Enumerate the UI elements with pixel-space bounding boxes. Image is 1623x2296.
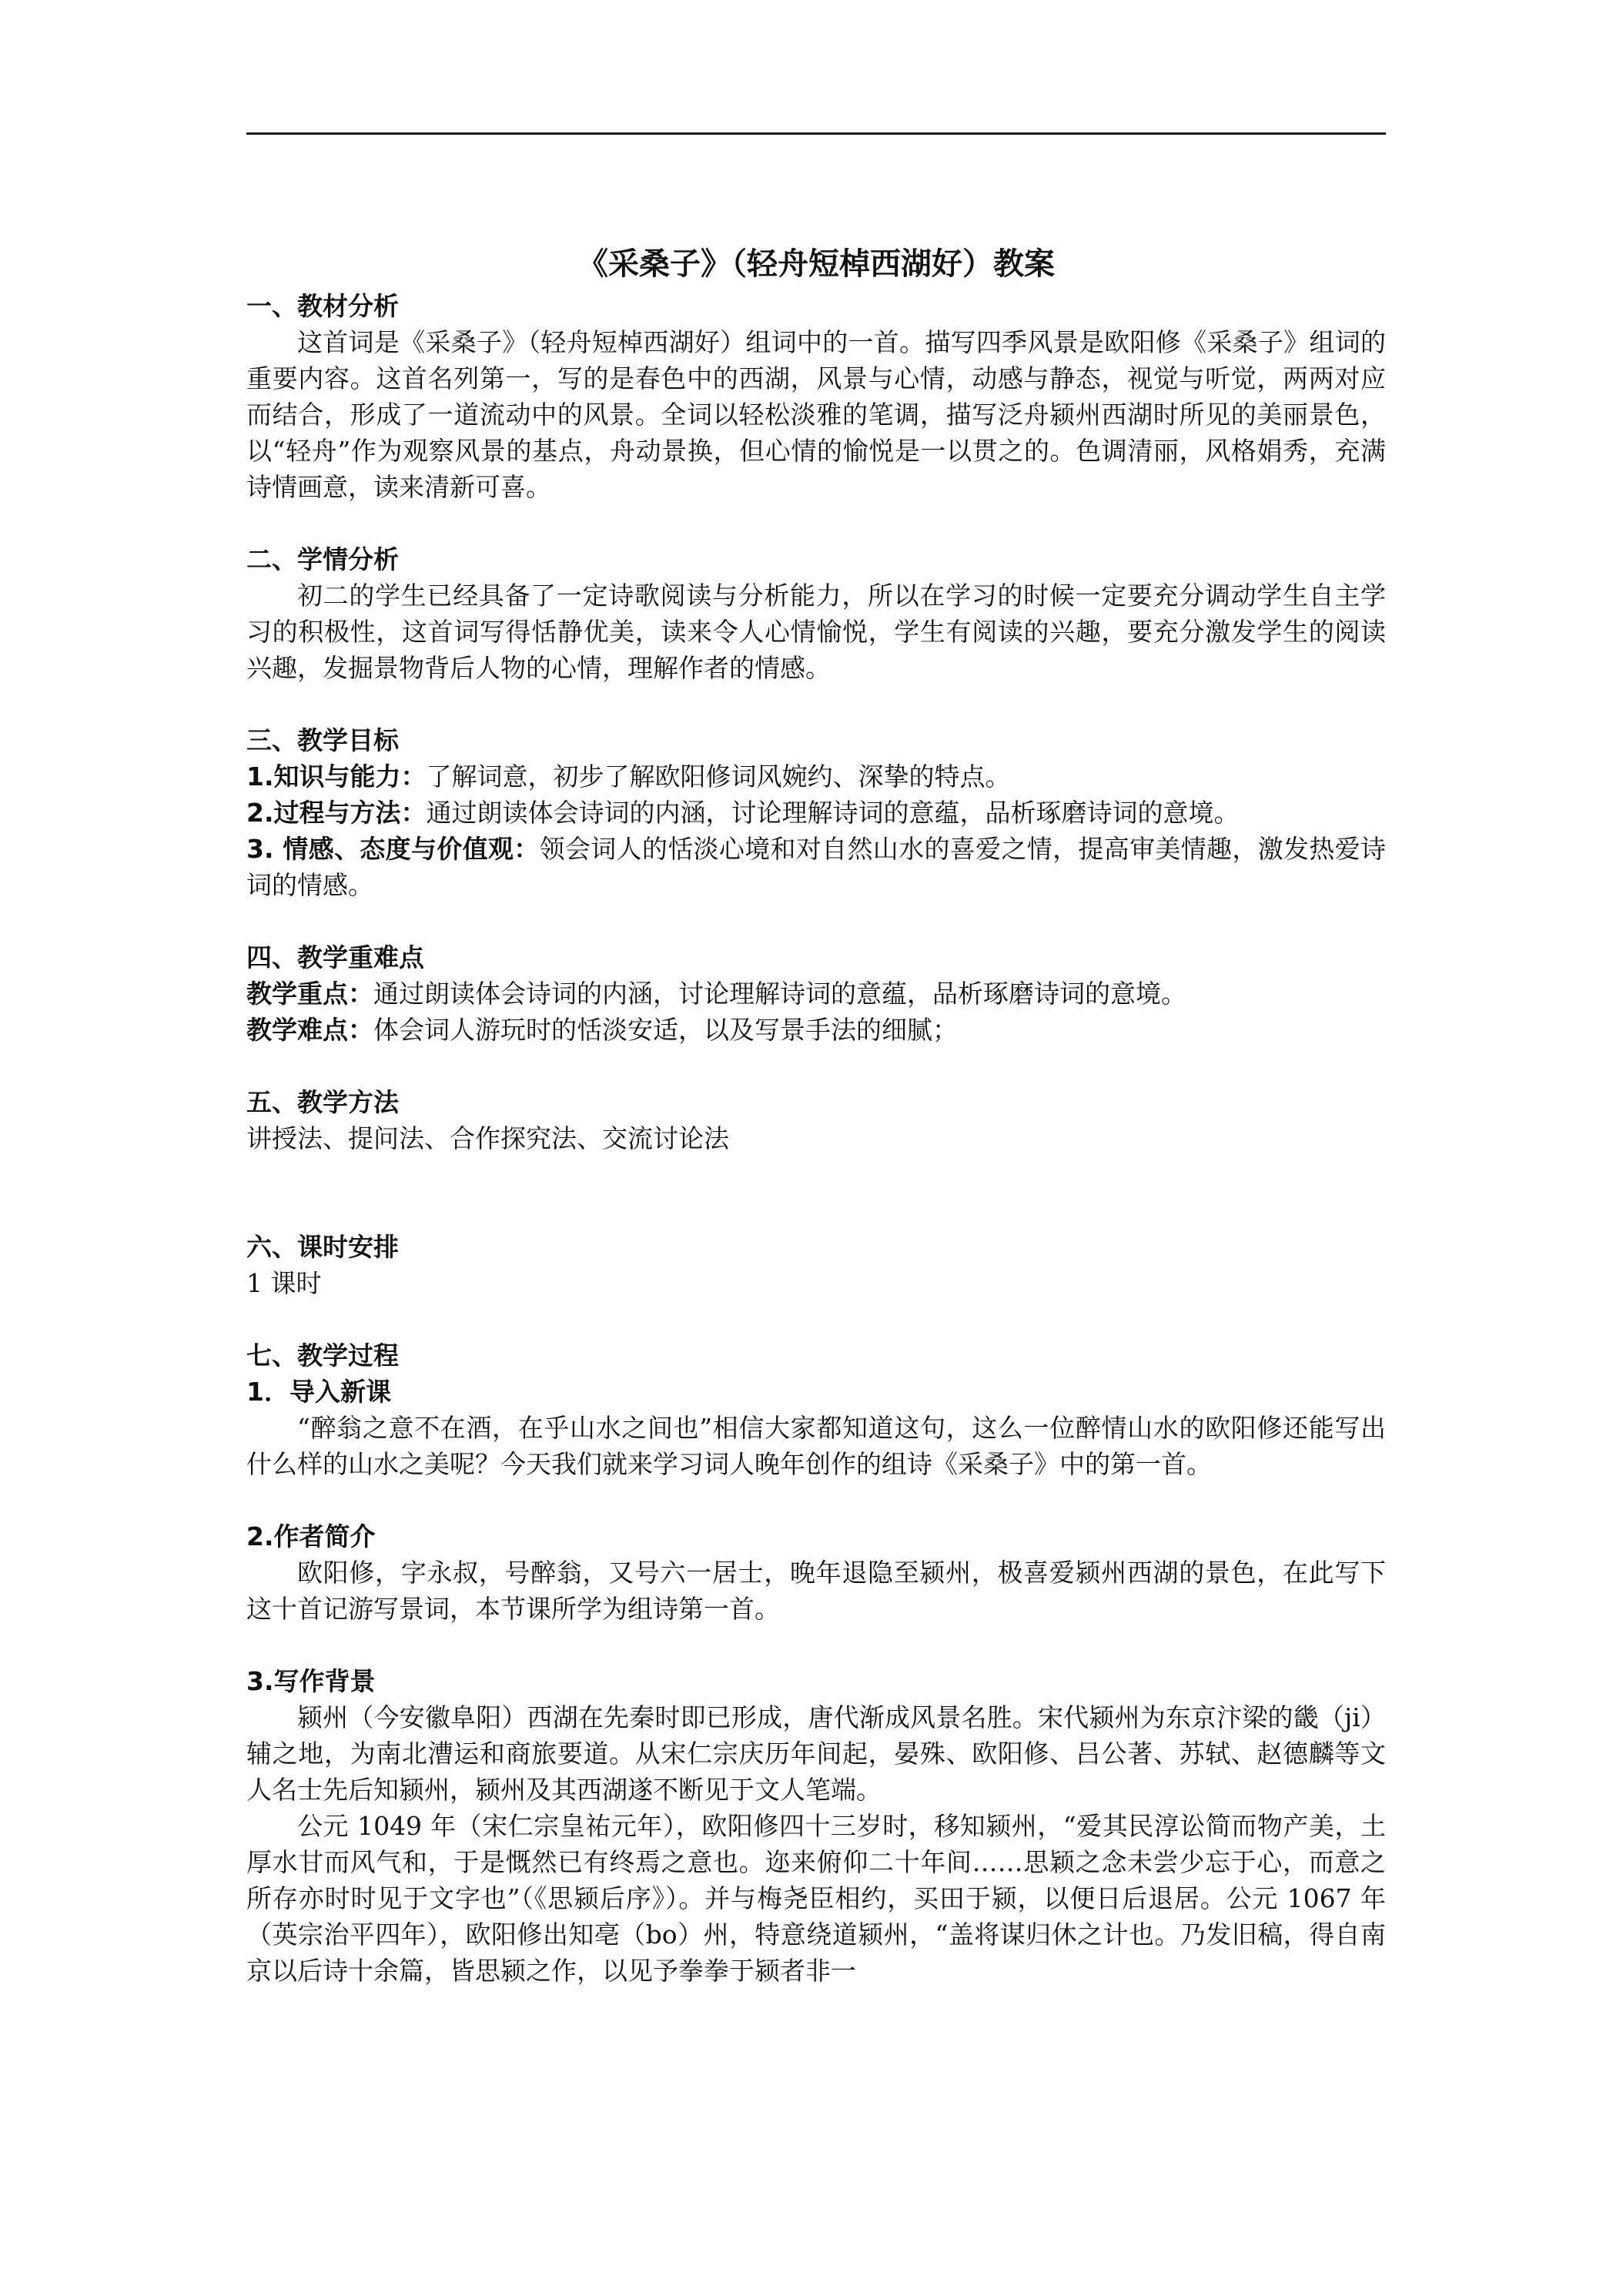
key-point-item	[246, 976, 1386, 1012]
goal-item	[246, 831, 1386, 903]
subsection-writing-background	[246, 1663, 1386, 1989]
section-heading: 六、课时安排	[246, 1232, 399, 1262]
section-student-analysis	[246, 541, 1386, 686]
section-teaching-methods	[246, 1084, 1386, 1156]
header-rule	[246, 132, 1386, 135]
section-paragraph: 初二的学生已经具备了一定诗歌阅读与分析能力，所以在学习的时候一定要充分调动学生自主学习的积极性，这首词写得恬静优美，读来令人心情愉悦，学生有阅读的兴趣，要充分激发学生的阅读兴趣，发掘景物背后人物的心情，理解作者的情感。	[246, 581, 1386, 683]
goal-text: 通过朗读体会诗词的内涵，讨论理解诗词的意蕴，品析琢磨诗词的意境。	[426, 798, 1240, 828]
subsection-paragraph: 公元 1049 年（宋仁宗皇祐元年），欧阳修四十三岁时，移知颍州，“爱其民淳讼简而物产美，土厚水甘而风气和，于是慨然已有终焉之意也。迩来俯仰二十年间……思颖之念未尝少忘于心，而意之所存亦时时见于文字也”（《思颍后序》）。并与梅尧臣相约，买田于颍，以便日后退居。公元 1067 年（英宗治平四年），欧阳修出知亳（bo）州，特意绕道颍州，“盖将谋归休之计也。乃发旧稿，得自南京以后诗十余篇，皆思颍之作，以见予拳拳于颍者非一	[246, 1811, 1386, 1986]
document-page	[246, 245, 1386, 1989]
subsection-paragraph: 欧阳修，字永叔，号醉翁，又号六一居士，晚年退隐至颍州，极喜爱颍州西湖的景色，在此写下这十首记游写景词，本节课所学为组诗第一首。	[246, 1558, 1386, 1624]
goal-item	[246, 758, 1386, 795]
section-textbook-analysis	[246, 288, 1386, 505]
subsection-heading: 3.写作背景	[246, 1666, 376, 1696]
section-teaching-goals	[246, 722, 1386, 903]
subsection-heading: 2.作者简介	[246, 1521, 376, 1551]
subsection-author-intro	[246, 1518, 1386, 1627]
section-teaching-process	[246, 1337, 1386, 1989]
subsection-paragraph: 颍州（今安徽阜阳）西湖在先秦时即已形成，唐代渐成风景名胜。宋代颍州为东京汴梁的畿（ji）辅之地，为南北漕运和商旅要道。从宋仁宗庆历年间起，晏殊、欧阳修、吕公著、苏轼、赵德麟等文人名士先后知颍州，颍州及其西湖遂不断见于文人笔端。	[246, 1702, 1386, 1805]
subsection-paragraph: “醉翁之意不在酒，在乎山水之间也”相信大家都知道这句，这么一位醉情山水的欧阳修还能写出什么样的山水之美呢？今天我们就来学习词人晚年创作的组诗《采桑子》中的第一首。	[246, 1413, 1386, 1479]
goal-label: 3. 情感、态度与价值观：	[246, 834, 540, 864]
subsection-introduction	[246, 1374, 1386, 1482]
section-heading: 七、教学过程	[246, 1340, 399, 1371]
goal-item	[246, 795, 1386, 831]
goal-label: 1.知识与能力：	[246, 761, 427, 792]
section-key-difficult-points	[246, 939, 1386, 1048]
goal-text: 领会词人的恬淡心境和对自然山水的喜爱之情，提高审美情趣，激发热爱诗词的情感。	[246, 834, 1386, 900]
section-heading: 一、教材分析	[246, 291, 399, 321]
section-heading: 三、教学目标	[246, 725, 399, 755]
section-paragraph: 这首词是《采桑子》（轻舟短棹西湖好）组词中的一首。描写四季风景是欧阳修《采桑子》组词的重要内容。这首名列第一，写的是春色中的西湖，风景与心情，动感与静态，视觉与听觉，两两对应而结合，形成了一道流动中的风景。全词以轻松淡雅的笔调，描写泛舟颍州西湖时所见的美丽景色，以“轻舟”作为观察风景的基点，舟动景换，但心情的愉悦是一以贯之的。色调清丽，风格娟秀，充满诗情画意，读来清新可喜。	[246, 327, 1386, 502]
key-point-label: 教学重点：	[246, 979, 373, 1009]
key-point-text: 通过朗读体会诗词的内涵，讨论理解诗词的意蕴，品析琢磨诗词的意境。	[373, 979, 1186, 1009]
difficult-point-label: 教学难点：	[246, 1015, 373, 1045]
goal-text: 了解词意，初步了解欧阳修词风婉约、深挚的特点。	[426, 761, 1011, 792]
section-paragraph: 讲授法、提问法、合作探究法、交流讨论法	[246, 1123, 729, 1153]
difficult-point-text: 体会词人游玩时的恬淡安适，以及写景手法的细腻；	[373, 1015, 958, 1045]
goal-label: 2.过程与方法：	[246, 798, 427, 828]
difficult-point-item	[246, 1012, 1386, 1048]
document-title: 《采桑子》（轻舟短棹西湖好）教案	[577, 246, 1055, 282]
section-heading: 五、教学方法	[246, 1087, 399, 1117]
subsection-heading: 1．导入新课	[246, 1377, 391, 1407]
section-paragraph: 1 课时	[246, 1268, 322, 1298]
section-class-hours	[246, 1229, 1386, 1301]
section-heading: 四、教学重难点	[246, 942, 424, 972]
section-heading: 二、学情分析	[246, 544, 399, 574]
